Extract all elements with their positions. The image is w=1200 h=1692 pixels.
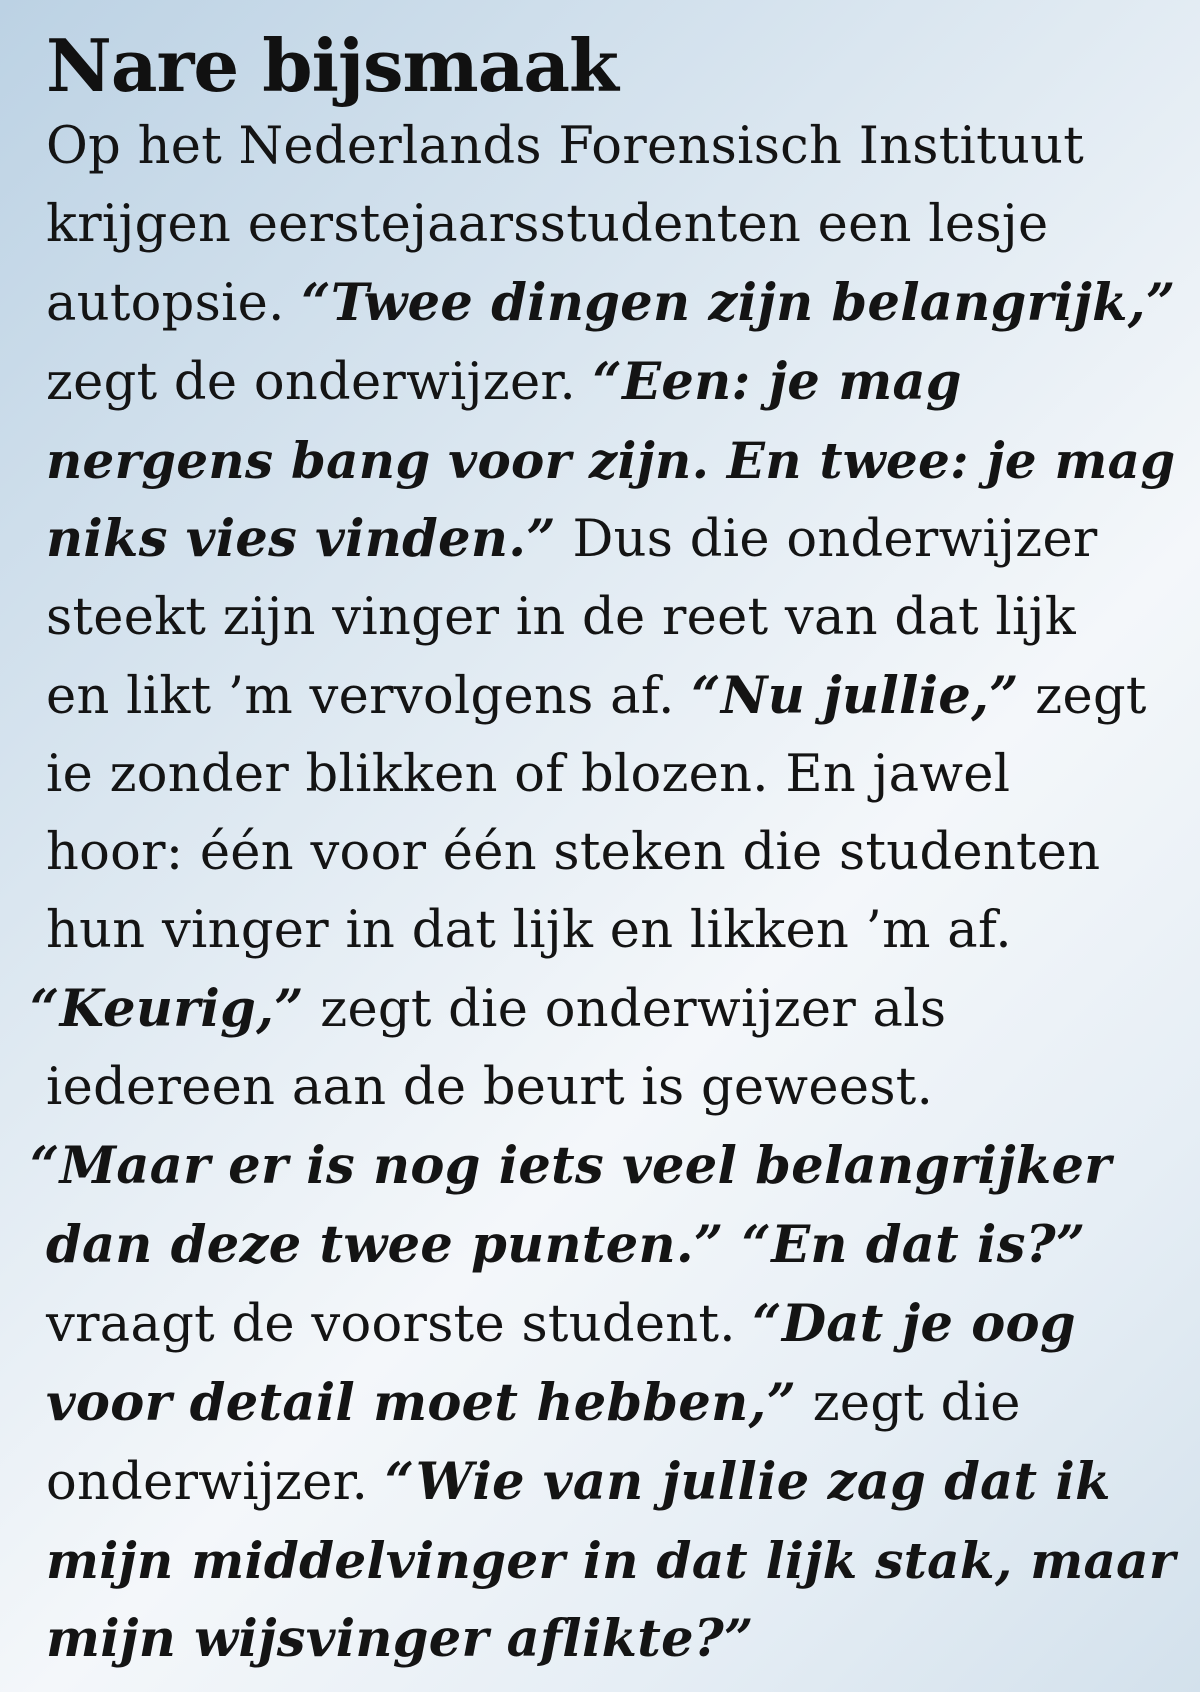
article-line bbox=[46, 892, 1160, 970]
quote-text: dan deze twee punten.” “En dat is?” bbox=[46, 1215, 1086, 1275]
article-line bbox=[46, 579, 1160, 657]
article-line bbox=[46, 186, 1160, 264]
article-line bbox=[46, 1285, 1160, 1364]
article-line bbox=[30, 970, 1160, 1049]
article-title: Nare bijsmaak bbox=[46, 23, 618, 108]
body-text-run: hun vinger in dat lijk en likken ’m af. bbox=[46, 901, 1012, 960]
body-text-run: zegt bbox=[1018, 667, 1147, 726]
quote-text: niks vies vinden.” bbox=[46, 509, 556, 569]
body-text-run: en likt ’m vervolgens af. bbox=[46, 667, 692, 726]
body-text-run: zegt die onderwijzer als bbox=[303, 980, 947, 1039]
body-text-run: hoor: één voor één steken die studenten bbox=[46, 823, 1101, 882]
body-text-run: ie zonder blikken of blozen. En jawel bbox=[46, 745, 1011, 804]
article-line bbox=[46, 1049, 1160, 1127]
quote-text: “Maar er is nog iets veel belangrijker bbox=[30, 1136, 1112, 1196]
article-line bbox=[46, 108, 1160, 186]
article-line bbox=[46, 1364, 1160, 1443]
article-line bbox=[46, 814, 1160, 892]
quote-text: “Nu jullie,” bbox=[691, 666, 1019, 726]
body-text-run: onderwijzer. bbox=[46, 1453, 385, 1512]
article-line bbox=[46, 1206, 1160, 1285]
body-text-run: Dus die onderwijzer bbox=[555, 510, 1098, 569]
quote-text: voor detail moet hebben,” bbox=[46, 1373, 797, 1433]
article-line bbox=[46, 736, 1160, 814]
article-line bbox=[46, 500, 1160, 579]
article-body bbox=[30, 108, 1176, 1679]
article-line bbox=[46, 264, 1176, 343]
quote-text: “Een: je mag bbox=[592, 352, 962, 412]
body-text-run: iedereen aan de beurt is geweest. bbox=[46, 1058, 934, 1117]
article-line bbox=[30, 1127, 1160, 1206]
quote-text: “Twee dingen zijn belangrijk,” bbox=[301, 273, 1176, 333]
quote-text: “Dat je oog bbox=[752, 1294, 1076, 1354]
article-line bbox=[46, 422, 1176, 500]
quote-text: mijn wijsvinger aflikte?” bbox=[46, 1609, 754, 1669]
body-text-run: zegt die bbox=[796, 1374, 1021, 1433]
body-text-run: zegt de onderwijzer. bbox=[46, 353, 593, 412]
quote-text: mijn middelvinger in dat lijk stak, maar bbox=[46, 1531, 1176, 1590]
quote-text: “Wie van jullie zag dat ik bbox=[384, 1452, 1111, 1512]
article-line bbox=[46, 1600, 1160, 1679]
article-line bbox=[46, 657, 1160, 736]
body-text-run: autopsie. bbox=[46, 274, 302, 333]
body-text-run: krijgen eerstejaarsstudenten een lesje bbox=[46, 195, 1049, 254]
body-text-run: vraagt de voorste student. bbox=[46, 1295, 753, 1354]
body-text-run: steekt zijn vinger in de reet van dat lijk bbox=[46, 588, 1076, 647]
article-line bbox=[46, 343, 1160, 422]
body-text-run: Op het Nederlands Forensisch Instituut bbox=[46, 117, 1085, 176]
quote-text: “Keurig,” bbox=[30, 979, 304, 1039]
article-line bbox=[46, 1522, 1176, 1600]
article-line bbox=[46, 1443, 1160, 1522]
quote-text: nergens bang voor zijn. En twee: je mag bbox=[46, 431, 1176, 490]
